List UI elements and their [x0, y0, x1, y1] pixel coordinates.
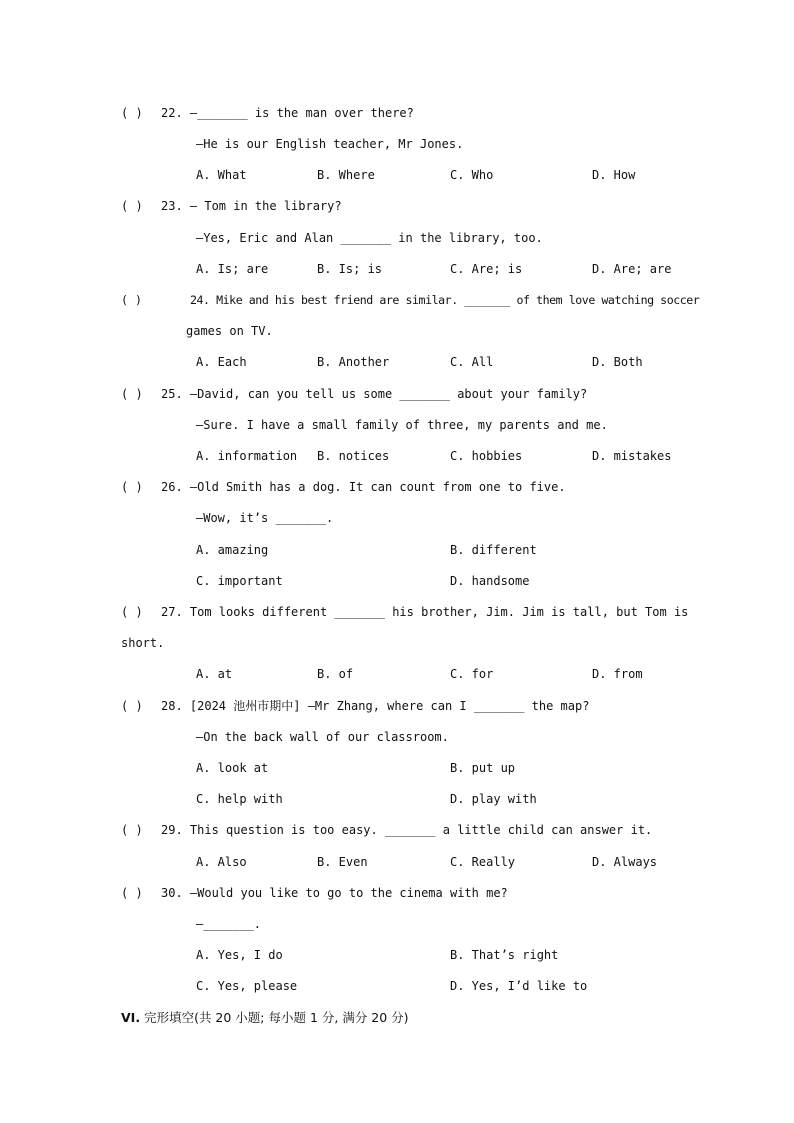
option-c[interactable]: C. Yes, please — [196, 979, 298, 993]
question-line: —_______. — [196, 917, 262, 931]
question-stem: 30. —Would you like to go to the cinema with me? — [161, 886, 508, 900]
option-d[interactable]: D. Both — [592, 355, 643, 369]
section-number: VI. — [121, 1010, 141, 1025]
answer-bracket[interactable]: ( ) — [121, 293, 142, 307]
option-b[interactable]: B. Where — [317, 168, 375, 182]
question-line: short. — [121, 636, 165, 650]
answer-bracket[interactable]: ( ) — [121, 605, 143, 619]
question-27 — [121, 604, 688, 620]
option-a[interactable]: A. Each — [196, 355, 247, 369]
question-stem: 24. Mike and his best friend are similar. _______ of them love watching soccer — [190, 293, 700, 307]
answer-bracket[interactable]: ( ) — [121, 823, 143, 837]
option-a[interactable]: A. Yes, I do — [196, 948, 283, 962]
option-b[interactable]: B. of — [317, 667, 354, 681]
option-b[interactable]: B. That’s right — [450, 948, 559, 962]
option-c[interactable]: C. Really — [450, 855, 516, 869]
answer-bracket[interactable]: ( ) — [121, 387, 143, 401]
answer-bracket[interactable]: ( ) — [121, 199, 143, 213]
question-line: —Sure. I have a small family of three, my parents and me. — [196, 418, 608, 432]
option-d[interactable]: D. Always — [592, 855, 658, 869]
option-d[interactable]: D. handsome — [450, 574, 530, 588]
option-d[interactable]: D. play with — [450, 792, 537, 806]
option-d[interactable]: D. How — [592, 168, 636, 182]
option-c[interactable]: C. Who — [450, 168, 494, 182]
option-b[interactable]: B. put up — [450, 761, 516, 775]
option-c[interactable]: C. help with — [196, 792, 283, 806]
option-a[interactable]: A. at — [196, 667, 233, 681]
option-a[interactable]: A. What — [196, 168, 247, 182]
option-a[interactable]: A. look at — [196, 761, 269, 775]
option-a[interactable]: A. amazing — [196, 543, 269, 557]
option-d[interactable]: D. from — [592, 667, 643, 681]
answer-bracket[interactable]: ( ) — [121, 106, 143, 120]
answer-bracket[interactable]: ( ) — [121, 886, 143, 900]
answer-bracket[interactable]: ( ) — [121, 480, 143, 494]
option-c[interactable]: C. All — [450, 355, 494, 369]
question-stem: 29. This question is too easy. _______ a little child can answer it. — [161, 823, 653, 837]
question-stem: 22. —_______ is the man over there? — [161, 106, 414, 120]
question-stem: 26. —Old Smith has a dog. It can count from one to five. — [161, 480, 566, 494]
option-b[interactable]: B. notices — [317, 449, 390, 463]
option-a[interactable]: A. Is; are — [196, 262, 269, 276]
question-24 — [121, 292, 699, 308]
question-25 — [121, 386, 587, 402]
option-d[interactable]: D. mistakes — [592, 449, 672, 463]
question-29 — [121, 822, 652, 838]
section-title: 完形填空(共 20 小题; 每小题 1 分, 满分 20 分) — [144, 1010, 409, 1025]
option-d[interactable]: D. Yes, I’d like to — [450, 979, 588, 993]
question-stem: 25. —David, can you tell us some _______ about your family? — [161, 387, 588, 401]
section-heading — [121, 1010, 409, 1026]
option-a[interactable]: A. information — [196, 449, 298, 463]
question-line: —He is our English teacher, Mr Jones. — [196, 137, 464, 151]
option-b[interactable]: B. different — [450, 543, 537, 557]
question-stem: 28. [2024 池州市期中] —Mr Zhang, where can I _______ the map? — [161, 699, 590, 713]
question-28 — [121, 698, 589, 714]
option-b[interactable]: B. Another — [317, 355, 390, 369]
option-c[interactable]: C. Are; is — [450, 262, 523, 276]
question-23 — [121, 198, 342, 214]
option-b[interactable]: B. Is; is — [317, 262, 383, 276]
option-c[interactable]: C. important — [196, 574, 283, 588]
question-stem: 23. — Tom in the library? — [161, 199, 342, 213]
question-line: —Wow, it’s _______. — [196, 511, 334, 525]
question-22 — [121, 105, 414, 121]
question-line: —On the back wall of our classroom. — [196, 730, 449, 744]
option-c[interactable]: C. for — [450, 667, 494, 681]
question-line: —Yes, Eric and Alan _______ in the library, too. — [196, 231, 543, 245]
option-b[interactable]: B. Even — [317, 855, 368, 869]
option-d[interactable]: D. Are; are — [592, 262, 672, 276]
option-a[interactable]: A. Also — [196, 855, 247, 869]
answer-bracket[interactable]: ( ) — [121, 699, 143, 713]
option-c[interactable]: C. hobbies — [450, 449, 523, 463]
question-line: games on TV. — [186, 324, 273, 338]
question-26 — [121, 479, 566, 495]
question-stem: 27. Tom looks different _______ his brother, Jim. Jim is tall, but Tom is — [161, 605, 689, 619]
question-30 — [121, 885, 508, 901]
